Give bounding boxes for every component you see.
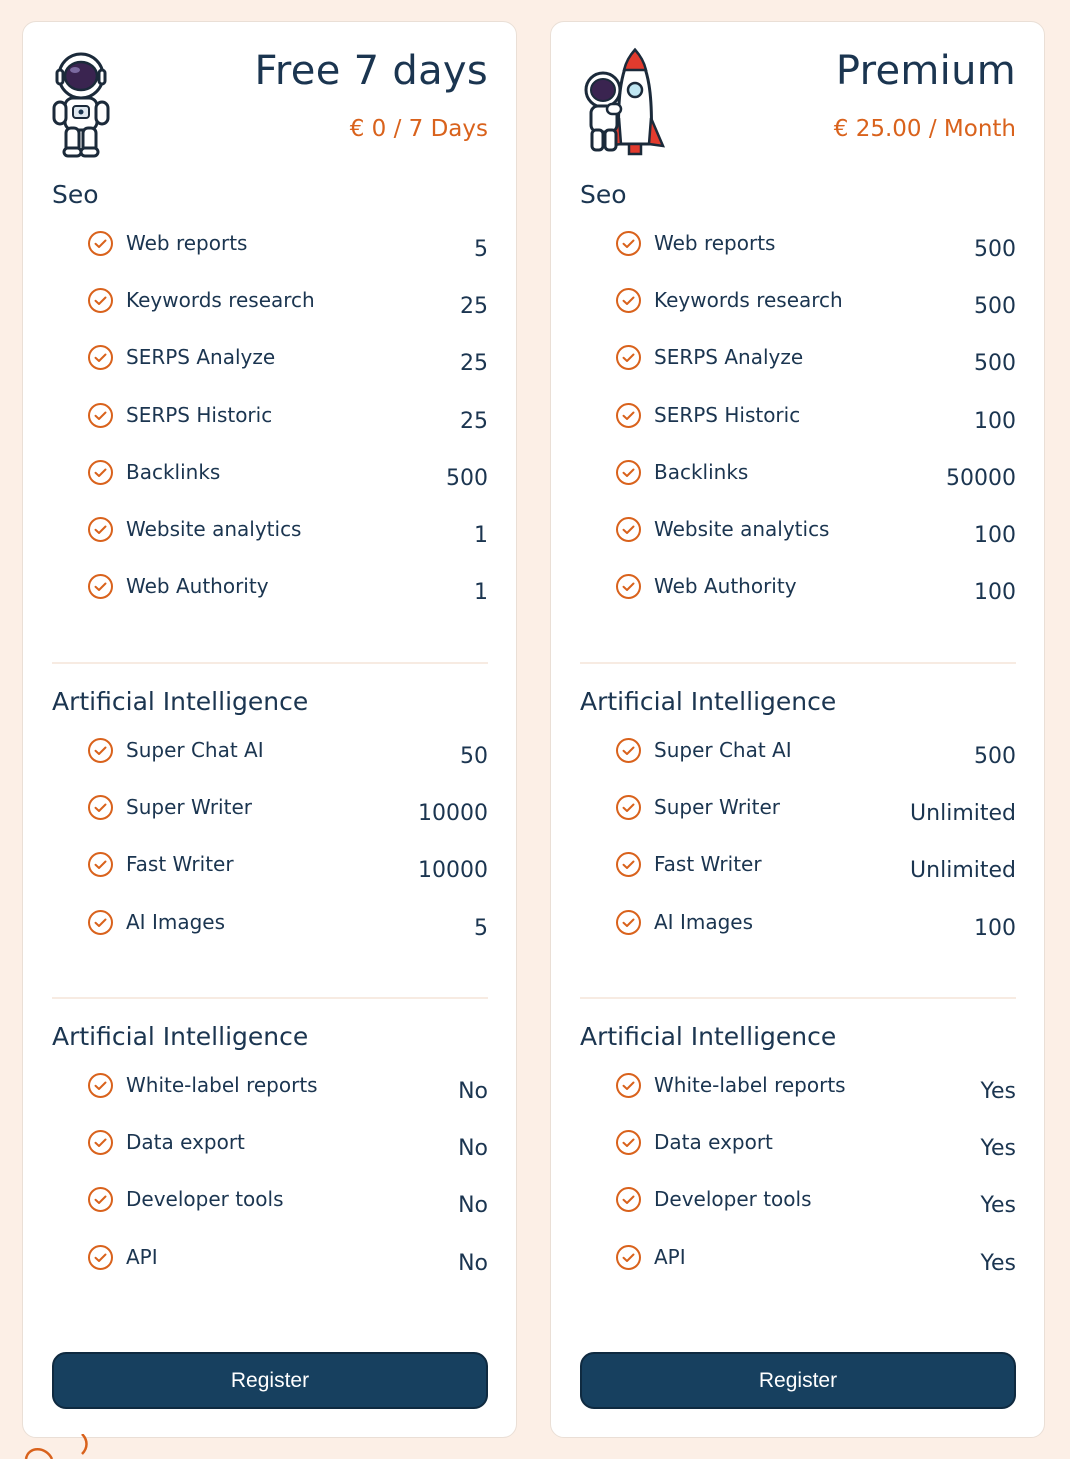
- feature-row: [615, 794, 1016, 834]
- feature-label: White-label reports: [654, 1073, 846, 1097]
- feature-row: [87, 402, 488, 442]
- feature-value: No: [458, 1193, 488, 1218]
- feature-label: SERPS Historic: [126, 403, 273, 427]
- feature-value: 500: [974, 351, 1016, 376]
- feature-label: Web reports: [654, 231, 776, 255]
- feature-label: Fast Writer: [654, 852, 762, 876]
- check-circle-icon: [87, 402, 114, 429]
- feature-row: [87, 794, 488, 834]
- feature-row: [87, 344, 488, 384]
- feature-row: [87, 851, 488, 891]
- feature-value: 500: [974, 237, 1016, 262]
- section-title: Artificial Intelligence: [52, 1022, 309, 1051]
- feature-row: [87, 1072, 488, 1112]
- feature-label: SERPS Historic: [654, 403, 801, 427]
- feature-value: 25: [460, 409, 488, 434]
- feature-row: [87, 287, 488, 327]
- feature-value: 100: [974, 409, 1016, 434]
- feature-row: [615, 1186, 1016, 1226]
- feature-label: Web reports: [126, 231, 248, 255]
- check-circle-icon: [615, 794, 642, 821]
- feature-label: API: [654, 1245, 686, 1269]
- feature-label: Super Writer: [126, 795, 252, 819]
- feature-label: SERPS Analyze: [654, 345, 804, 369]
- feature-label: Backlinks: [126, 460, 221, 484]
- check-circle-icon: [87, 1244, 114, 1271]
- feature-value: 50000: [946, 466, 1016, 491]
- feature-label: AI Images: [654, 910, 753, 934]
- feature-label: Fast Writer: [126, 852, 234, 876]
- feature-value: 10000: [418, 858, 488, 883]
- feature-value: 500: [446, 466, 488, 491]
- feature-row: [615, 737, 1016, 777]
- feature-value: No: [458, 1136, 488, 1161]
- feature-row: [615, 851, 1016, 891]
- check-circle-icon: [615, 1129, 642, 1156]
- check-circle-icon: [615, 851, 642, 878]
- feature-row: [615, 516, 1016, 556]
- astronaut-rocket-icon: [577, 46, 667, 161]
- feature-value: 1: [474, 580, 488, 605]
- check-circle-icon: [615, 1244, 642, 1271]
- feature-label: AI Images: [126, 910, 225, 934]
- feature-value: 5: [474, 237, 488, 262]
- feature-row: [615, 402, 1016, 442]
- check-circle-icon: [615, 230, 642, 257]
- feature-label: Super Chat AI: [126, 738, 264, 762]
- feature-label: SERPS Analyze: [126, 345, 276, 369]
- feature-value: 25: [460, 294, 488, 319]
- plan-card: [22, 21, 517, 1438]
- check-circle-icon: [87, 794, 114, 821]
- feature-label: API: [126, 1245, 158, 1269]
- feature-row: [87, 1244, 488, 1284]
- check-circle-icon: [615, 1072, 642, 1099]
- feature-label: Data export: [654, 1130, 773, 1154]
- feature-row: [87, 1186, 488, 1226]
- feature-row: [615, 230, 1016, 270]
- check-circle-icon: [615, 516, 642, 543]
- feature-row: [87, 737, 488, 777]
- section-divider: [580, 997, 1016, 999]
- feature-value: 100: [974, 523, 1016, 548]
- feature-label: Website analytics: [654, 517, 830, 541]
- check-circle-icon: [87, 230, 114, 257]
- section-title: Artificial Intelligence: [52, 687, 309, 716]
- check-circle-icon: [615, 909, 642, 936]
- feature-value: 100: [974, 916, 1016, 941]
- section-divider: [580, 662, 1016, 664]
- check-circle-icon: [87, 851, 114, 878]
- feature-value: 500: [974, 744, 1016, 769]
- feature-value: 1: [474, 523, 488, 548]
- feature-row: [87, 1129, 488, 1169]
- check-circle-icon: [87, 287, 114, 314]
- check-circle-icon: [87, 737, 114, 764]
- feature-label: Super Writer: [654, 795, 780, 819]
- feature-label: Data export: [126, 1130, 245, 1154]
- check-circle-icon: [615, 573, 642, 600]
- feature-value: 500: [974, 294, 1016, 319]
- check-circle-icon: [87, 1072, 114, 1099]
- feature-value: Yes: [980, 1079, 1016, 1104]
- feature-value: 100: [974, 580, 1016, 605]
- feature-label: Super Chat AI: [654, 738, 792, 762]
- feature-row: [615, 909, 1016, 949]
- feature-label: Keywords research: [126, 288, 315, 312]
- check-circle-icon: [615, 737, 642, 764]
- plan-card: [550, 21, 1045, 1438]
- check-circle-icon: [615, 459, 642, 486]
- feature-row: [615, 1129, 1016, 1169]
- check-circle-icon: [87, 1186, 114, 1213]
- feature-value: 25: [460, 351, 488, 376]
- feature-row: [87, 516, 488, 556]
- plan-name: Free 7 days: [254, 48, 488, 94]
- feature-value: No: [458, 1251, 488, 1276]
- feature-label: White-label reports: [126, 1073, 318, 1097]
- check-circle-icon: [87, 516, 114, 543]
- register-button[interactable]: Register: [52, 1352, 488, 1409]
- plan-price: € 0 / 7 Days: [349, 116, 488, 142]
- check-circle-icon: [87, 1129, 114, 1156]
- feature-row: [615, 344, 1016, 384]
- feature-row: [87, 230, 488, 270]
- check-circle-icon: [615, 344, 642, 371]
- feature-value: Unlimited: [910, 801, 1016, 826]
- register-button[interactable]: Register: [580, 1352, 1016, 1409]
- feature-value: Unlimited: [910, 858, 1016, 883]
- check-circle-icon: [87, 909, 114, 936]
- check-circle-icon: [615, 402, 642, 429]
- feature-label: Keywords research: [654, 288, 843, 312]
- feature-value: 5: [474, 916, 488, 941]
- feature-row: [87, 909, 488, 949]
- section-divider: [52, 662, 488, 664]
- feature-row: [87, 573, 488, 613]
- feature-row: [615, 1244, 1016, 1284]
- feature-row: [87, 459, 488, 499]
- check-circle-icon: [87, 459, 114, 486]
- feature-label: Developer tools: [126, 1187, 284, 1211]
- feature-value: Yes: [980, 1251, 1016, 1276]
- check-circle-icon: [615, 1186, 642, 1213]
- feature-value: Yes: [980, 1193, 1016, 1218]
- feature-value: 10000: [418, 801, 488, 826]
- feature-value: No: [458, 1079, 488, 1104]
- section-title: Seo: [580, 180, 627, 209]
- section-title: Artificial Intelligence: [580, 1022, 837, 1051]
- feature-row: [615, 1072, 1016, 1112]
- plan-price: € 25.00 / Month: [833, 116, 1016, 142]
- feature-label: Web Authority: [126, 574, 269, 598]
- plan-name: Premium: [835, 48, 1016, 94]
- feature-row: [615, 573, 1016, 613]
- section-title: Seo: [52, 180, 99, 209]
- decorative-curve-icon: [22, 1434, 92, 1459]
- check-circle-icon: [87, 573, 114, 600]
- feature-value: 50: [460, 744, 488, 769]
- feature-value: Yes: [980, 1136, 1016, 1161]
- section-divider: [52, 997, 488, 999]
- check-circle-icon: [615, 287, 642, 314]
- feature-row: [615, 287, 1016, 327]
- section-title: Artificial Intelligence: [580, 687, 837, 716]
- check-circle-icon: [87, 344, 114, 371]
- feature-label: Website analytics: [126, 517, 302, 541]
- feature-row: [615, 459, 1016, 499]
- feature-label: Backlinks: [654, 460, 749, 484]
- feature-label: Developer tools: [654, 1187, 812, 1211]
- feature-label: Web Authority: [654, 574, 797, 598]
- astronaut-icon: [49, 46, 139, 161]
